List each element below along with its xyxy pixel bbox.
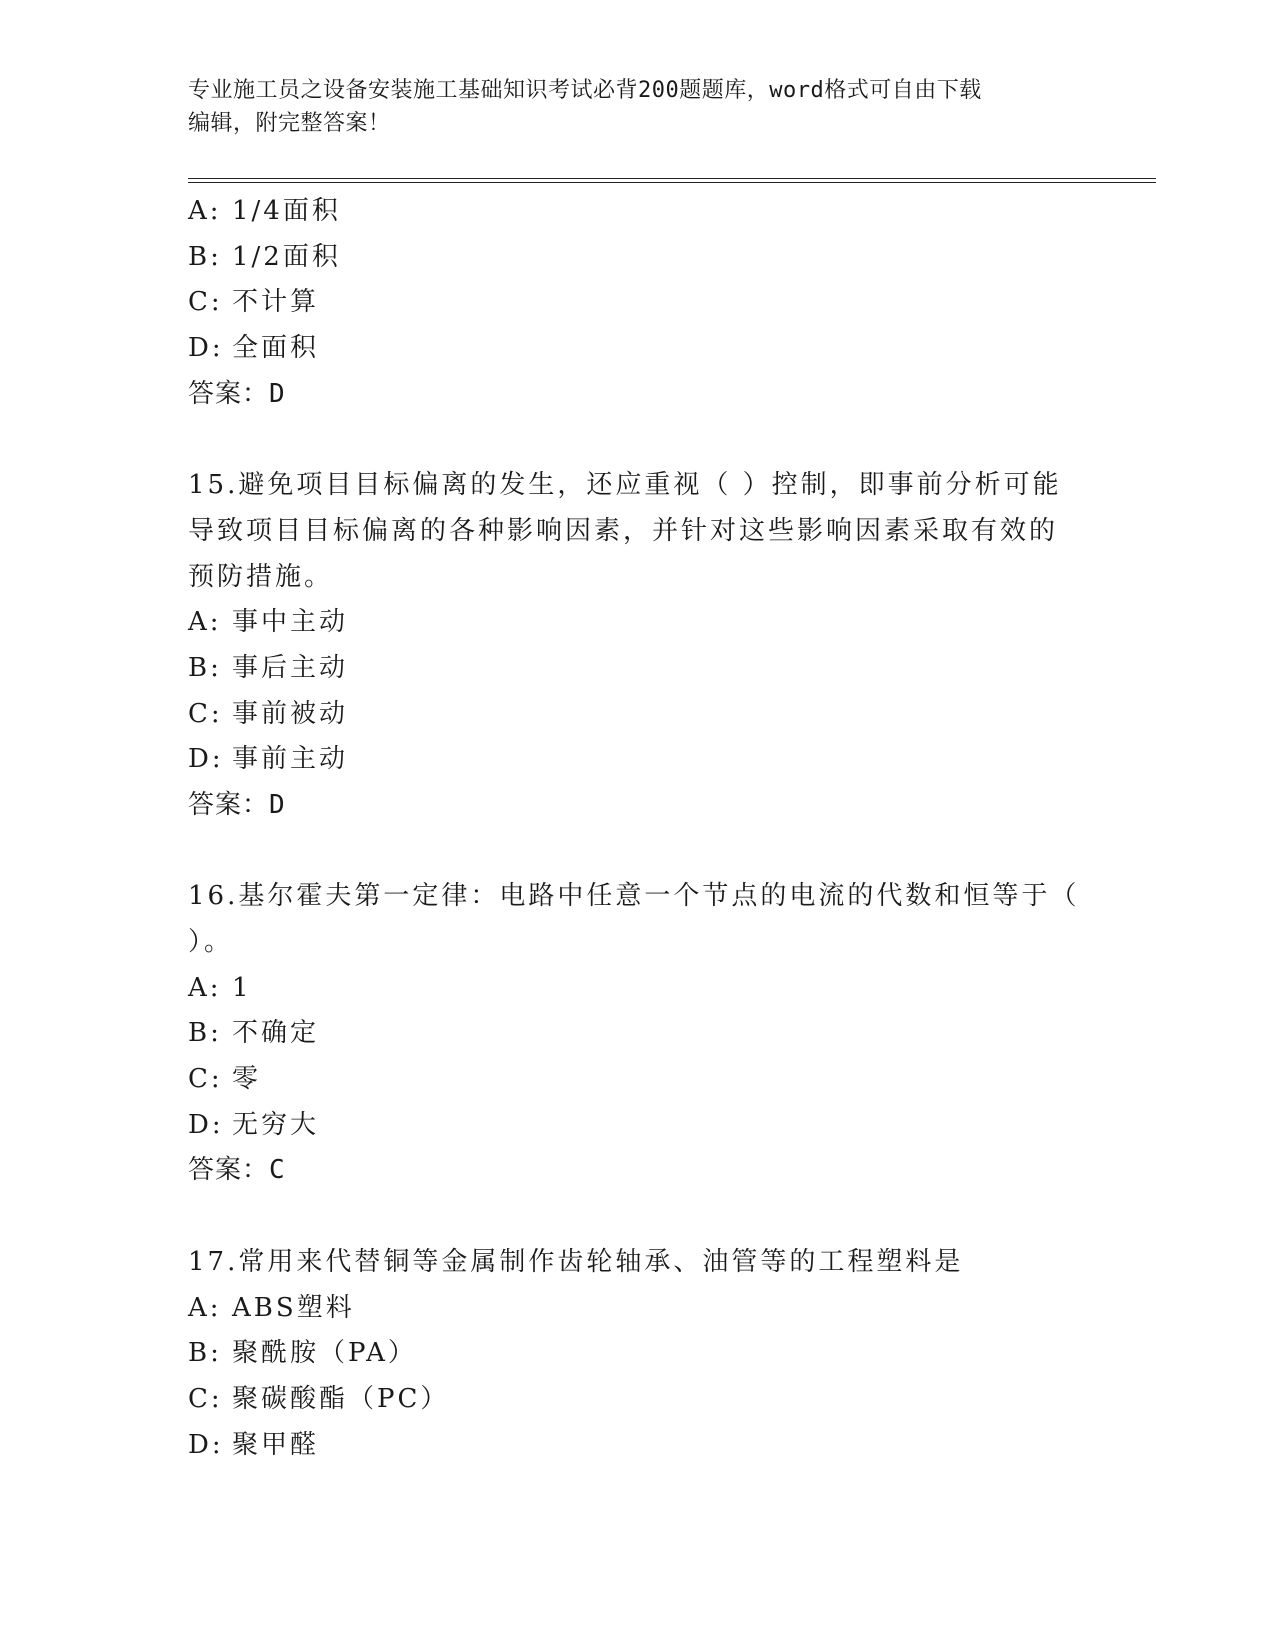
option-text: 事前主动 [232,744,349,775]
option-key: C: [188,1383,223,1414]
header-line-2: 编辑，附完整答案！ [188,111,391,136]
option-text: 1/2面积 [232,241,341,272]
option-key: A: [188,1292,222,1323]
option-key: B: [188,652,222,683]
option-d [188,1103,1088,1149]
option-text: 事中主动 [232,607,349,638]
spacer [188,1194,1088,1240]
question-block-prev [188,189,1088,417]
question-stem-line: 16.基尔霍夫第一定律：电路中任意一个节点的电流的代数和恒等于（ [188,881,1080,912]
answer-line: 答案：C [188,1155,286,1186]
option-text: 聚酰胺（PA） [232,1338,417,1369]
question-block-17 [188,1240,1088,1468]
option-d [188,737,1088,783]
question-list [188,189,1088,1468]
option-key: A: [188,607,222,638]
option-b [188,1011,1088,1057]
option-b [188,1331,1088,1377]
option-text: ABS塑料 [232,1292,355,1323]
option-text: 聚碳酸酯（PC） [232,1383,450,1414]
option-key: B: [188,1338,222,1369]
answer-line: 答案：D [188,789,286,820]
option-key: B: [188,241,222,272]
spacer [188,829,1088,875]
question-stem-line: 15.避免项目目标偏离的发生，还应重视（ ）控制，即事前分析可能 [188,470,1062,501]
option-text: 不确定 [232,1018,320,1049]
header-divider-bottom [188,182,1156,183]
question-stem-line: 预防措施。 [188,561,334,592]
option-text: 事前被动 [232,698,349,729]
question-block-16 [188,874,1088,1194]
option-b [188,235,1088,281]
option-a [188,189,1088,235]
option-key: D: [188,1109,224,1140]
option-text: 1/4面积 [232,196,341,226]
answer-line: 答案：D [188,378,286,409]
option-c [188,1057,1088,1103]
option-text: 不计算 [232,287,320,318]
option-text: 全面积 [232,333,320,364]
option-text: 1 [232,972,252,1003]
option-key: C: [188,1064,223,1095]
option-key: D: [188,333,224,364]
option-key: C: [188,287,223,318]
option-key: A: [188,972,222,1003]
option-a [188,966,1088,1012]
option-key: B: [188,1018,222,1049]
option-d [188,1423,1088,1469]
header-divider-top [188,178,1156,179]
option-text: 事后主动 [232,652,349,683]
question-stem-line: ）。 [188,927,234,957]
header-line-1: 专业施工员之设备安装施工基础知识考试必背200题题库，word格式可自由下载 [188,78,982,103]
option-c [188,1377,1088,1423]
option-c [188,280,1088,326]
question-stem-line: 导致项目目标偏离的各种影响因素，并针对这些影响因素采取有效的 [188,515,1059,546]
question-stem-line: 17.常用来代替铜等金属制作齿轮轴承、油管等的工程塑料是 [188,1246,964,1277]
option-d [188,326,1088,372]
option-c [188,692,1088,738]
option-b [188,646,1088,692]
option-key: D: [188,1429,224,1460]
option-key: D: [188,744,224,775]
option-text: 无穷大 [232,1109,320,1140]
option-text: 聚甲醛 [232,1429,320,1460]
option-key: A: [188,196,222,226]
question-block-15 [188,463,1088,829]
option-text: 零 [232,1064,262,1095]
option-a [188,600,1088,646]
document-header [188,74,1068,140]
option-key: C: [188,698,223,729]
option-a [188,1286,1088,1332]
spacer [188,417,1088,463]
